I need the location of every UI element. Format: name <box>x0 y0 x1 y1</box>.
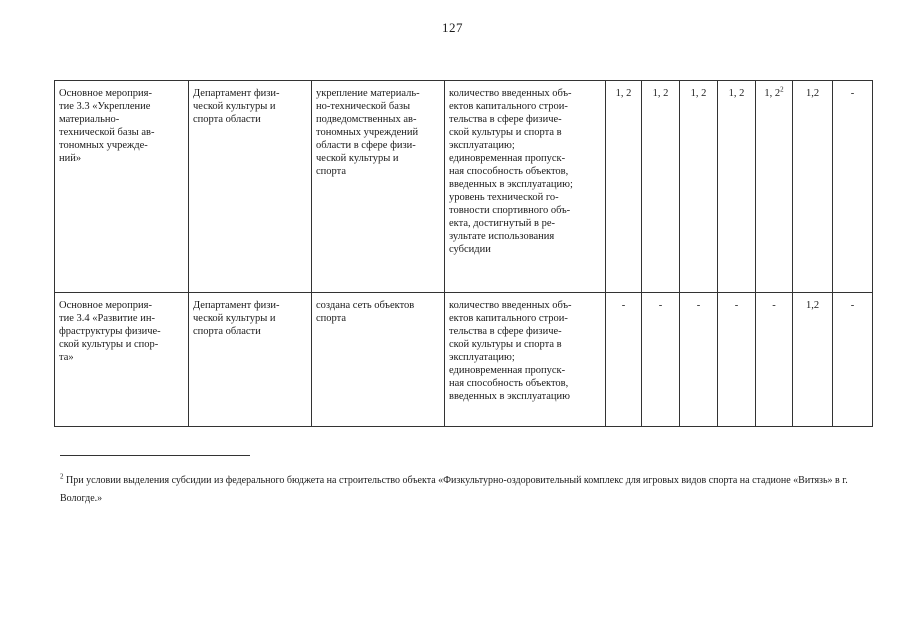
year-cell: - <box>680 293 718 427</box>
year-cell: 1, 2 <box>642 81 680 293</box>
footnote-text: При условии выделения субсидии из федерального бюджета на строительство объекта «Физкультурно-оздоровительный комплекс для игровых видов спорта на стадионе «Витязь» в г. Вологде.» <box>60 475 848 504</box>
event-cell: Основное мероприя- тие 3.4 «Развитие ин- фраструктуры физиче- ской культуры и спор- та» <box>55 293 189 427</box>
year-cell <box>756 81 793 293</box>
purpose-cell: укрепление материаль- но-технической базы подведомственных ав- тономных учреждений области в сфере физи- ческой культуры и спорта <box>312 81 445 293</box>
executor-cell: Департамент физи- ческой культуры и спорта области <box>189 81 312 293</box>
footnote-divider <box>60 455 250 456</box>
event-cell: Основное мероприя- тие 3.3 «Укрепление материально- технической базы ав- тономных учрежде- ний» <box>55 81 189 293</box>
year-cell: 1,2 <box>793 81 833 293</box>
program-table <box>54 80 873 427</box>
indicators-cell: количество введенных объ- ектов капитального строи- тельства в сфере физиче- ской культуры и спорта в эксплуатацию; единовременная пропуск- ная способность объектов, введенных в эксплуатацию <box>445 293 606 427</box>
year-cell: - <box>718 293 756 427</box>
executor-cell: Департамент физи- ческой культуры и спорта области <box>189 293 312 427</box>
year-cell: - <box>756 293 793 427</box>
table-row <box>55 81 873 293</box>
year-cell: - <box>606 293 642 427</box>
purpose-cell: создана сеть объектов спорта <box>312 293 445 427</box>
page-number: 127 <box>442 20 463 35</box>
year-cell: 1, 2 <box>718 81 756 293</box>
year-cell: 1, 2 <box>606 81 642 293</box>
year-cell: 1,2 <box>793 293 833 427</box>
year-cell: 1, 2 <box>680 81 718 293</box>
indicators-cell: количество введенных объ- ектов капитального строи- тельства в сфере физиче- ской культуры и спорта в эксплуатацию; единовременная пропуск- ная способность объектов, введенных в эксплуатацию; уровень технической го- товности спортивного объ- екта, достигнутый в ре- зультате использования субсидии <box>445 81 606 293</box>
year-cell: - <box>833 293 873 427</box>
footnote <box>60 472 890 508</box>
table-row <box>55 293 873 427</box>
footnote-mark: 2 <box>60 472 64 481</box>
year-value: 1, 2 <box>764 88 781 99</box>
year-cell: - <box>833 81 873 293</box>
footnote-mark: 2 <box>780 85 784 94</box>
year-cell: - <box>642 293 680 427</box>
